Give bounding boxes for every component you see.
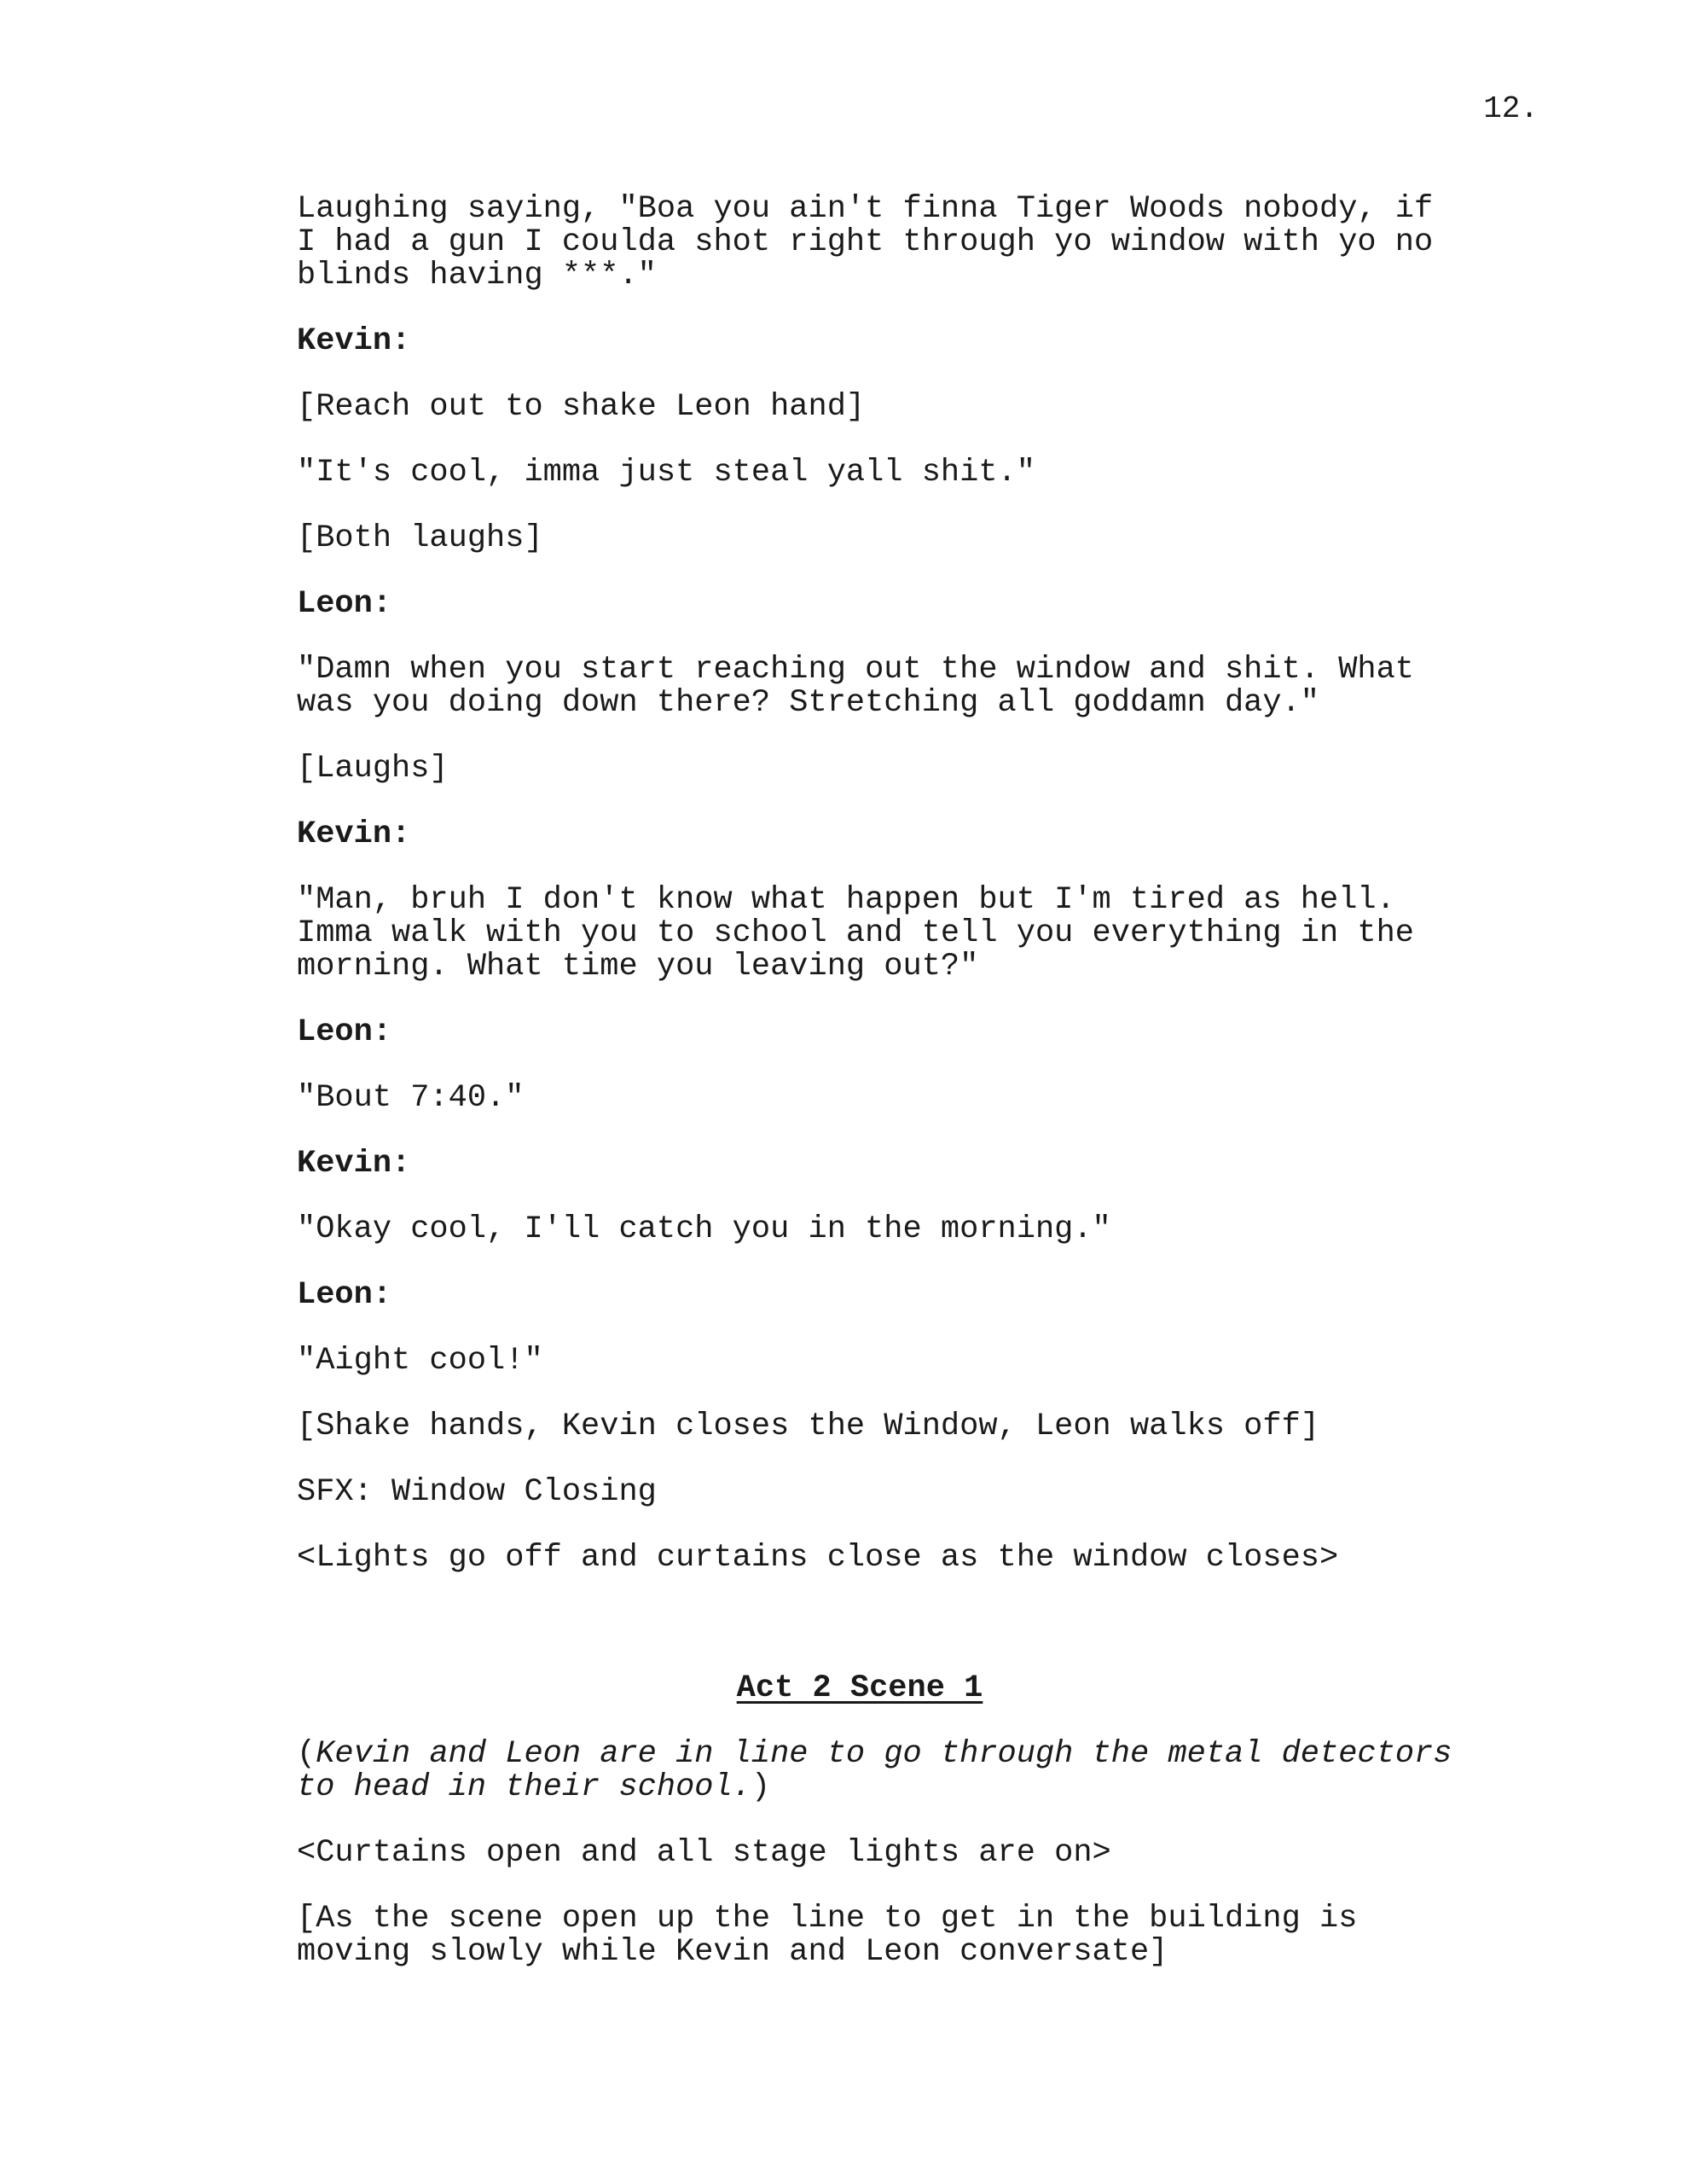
scene-heading: Act 2 Scene 1	[736, 1670, 983, 1706]
sfx-line: SFX: Window Closing	[297, 1474, 657, 1510]
scene-direction-text: Kevin and Leon are in line to go through the metal detectors to head in their school.	[297, 1736, 1452, 1805]
stage-direction: <Lights go off and curtains close as the window closes>	[297, 1540, 1339, 1576]
scene-direction-close: )	[751, 1769, 771, 1805]
dialogue-line: "Man, bruh I don't know what happen but I'm tired as hell. Imma walk with you to school and tell you everything in the morning. What time you leaving out?"	[297, 882, 1415, 985]
dialogue-line: "Damn when you start reaching out the window and shit. What was you doing down there? Stretching all goddamn day."	[297, 652, 1415, 721]
action-line: [Both laughs]	[297, 520, 543, 556]
speaker-name: Leon:	[297, 1014, 392, 1050]
dialogue-line: "It's cool, imma just steal yall shit."	[297, 455, 1035, 491]
speaker-name: Leon:	[297, 586, 392, 622]
speaker-name: Leon:	[297, 1277, 392, 1313]
scene-direction	[297, 1738, 1491, 1804]
action-line: [Laughs]	[297, 751, 449, 787]
speaker-name: Kevin:	[297, 323, 411, 359]
action-line: [Shake hands, Kevin closes the Window, Leon walks off]	[297, 1409, 1319, 1444]
stage-direction: <Curtains open and all stage lights are on>	[297, 1835, 1111, 1871]
speaker-name: Kevin:	[297, 1146, 411, 1182]
action-line: [As the scene open up the line to get in the building is moving slowly while Kevin and Leon conversate]	[297, 1901, 1358, 1970]
script-body	[297, 193, 1491, 2001]
dialogue-line: "Aight cool!"	[297, 1343, 543, 1379]
action-line: [Reach out to shake Leon hand]	[297, 389, 866, 425]
scene-direction-open: (	[297, 1736, 316, 1772]
scene-spacer	[297, 1607, 1491, 1672]
speaker-name: Kevin:	[297, 816, 411, 852]
page-number: 12.	[1483, 91, 1539, 126]
dialogue-line: "Okay cool, I'll catch you in the morning."	[297, 1211, 1111, 1247]
dialogue-line: "Bout 7:40."	[297, 1080, 525, 1116]
action-line: Laughing saying, "Boa you ain't finna Tiger Woods nobody, if I had a gun I coulda shot right through yo window with yo no blinds having ***."	[297, 191, 1434, 293]
